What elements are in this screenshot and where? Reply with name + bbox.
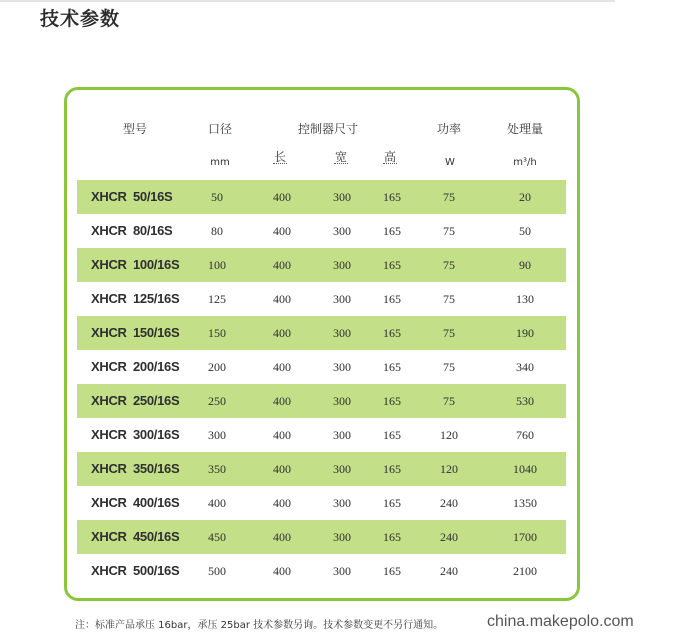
table-row	[77, 384, 566, 418]
row-height: 165	[383, 496, 401, 510]
row-bore: 200	[208, 360, 226, 374]
row-width: 300	[333, 258, 351, 272]
row-series: XHCR	[91, 495, 127, 510]
row-power: 240	[440, 496, 458, 510]
row-bore: 350	[208, 462, 226, 476]
row-height: 165	[383, 530, 401, 544]
row-capacity: 130	[516, 292, 534, 306]
row-length: 400	[273, 428, 291, 442]
table-row	[77, 350, 566, 384]
row-model: 200/16S	[133, 359, 180, 374]
row-width: 300	[333, 564, 351, 578]
header-capacity: 处理量	[506, 122, 543, 136]
row-height: 165	[383, 428, 401, 442]
row-power: 120	[440, 428, 458, 442]
row-model: 500/16S	[133, 563, 180, 578]
row-model: 450/16S	[133, 529, 180, 544]
row-capacity: 2100	[513, 564, 537, 578]
header-bore: 口径	[207, 122, 232, 136]
row-width: 300	[333, 496, 351, 510]
row-width: 300	[333, 530, 351, 544]
table-row	[77, 214, 566, 248]
row-bore: 50	[211, 190, 223, 204]
row-power: 240	[440, 564, 458, 578]
row-width: 300	[333, 394, 351, 408]
row-capacity: 1350	[513, 496, 537, 510]
row-bore: 500	[208, 564, 226, 578]
row-bore: 400	[208, 496, 226, 510]
unit-width: 宽	[334, 150, 347, 164]
row-length: 400	[273, 292, 291, 306]
row-capacity: 190	[516, 326, 534, 340]
row-series: XHCR	[91, 359, 127, 374]
row-power: 75	[443, 326, 455, 340]
row-width: 300	[333, 292, 351, 306]
table-row	[77, 248, 566, 282]
table-row	[77, 282, 566, 316]
row-power: 120	[440, 462, 458, 476]
row-height: 165	[383, 190, 401, 204]
row-height: 165	[383, 462, 401, 476]
row-bore: 250	[208, 394, 226, 408]
row-bore: 150	[208, 326, 226, 340]
row-width: 300	[333, 462, 351, 476]
row-width: 300	[333, 224, 351, 238]
row-capacity: 50	[519, 224, 531, 238]
row-width: 300	[333, 190, 351, 204]
row-width: 300	[333, 326, 351, 340]
row-capacity: 20	[519, 190, 531, 204]
row-height: 165	[383, 326, 401, 340]
row-model: 300/16S	[133, 427, 180, 442]
row-length: 400	[273, 326, 291, 340]
row-bore: 125	[208, 292, 226, 306]
row-length: 400	[273, 496, 291, 510]
table-row	[77, 554, 566, 588]
row-width: 300	[333, 428, 351, 442]
header-power: 功率	[436, 122, 461, 136]
row-capacity: 340	[516, 360, 534, 374]
page-title: 技术参数	[40, 8, 121, 30]
row-series: XHCR	[91, 461, 127, 476]
row-bore: 450	[208, 530, 226, 544]
row-height: 165	[383, 258, 401, 272]
row-series: XHCR	[91, 427, 127, 442]
row-height: 165	[383, 292, 401, 306]
row-bore: 300	[208, 428, 226, 442]
row-height: 165	[383, 394, 401, 408]
unit-height: 高	[383, 150, 396, 164]
table-row	[77, 452, 566, 486]
row-length: 400	[273, 394, 291, 408]
row-model: 100/16S	[133, 257, 180, 272]
row-length: 400	[273, 462, 291, 476]
row-power: 75	[443, 394, 455, 408]
row-power: 240	[440, 530, 458, 544]
header-model: 型号	[122, 122, 147, 136]
row-series: XHCR	[91, 529, 127, 544]
row-series: XHCR	[91, 223, 127, 238]
row-model: 400/16S	[133, 495, 180, 510]
row-power: 75	[443, 190, 455, 204]
unit-bore: mm	[210, 157, 230, 168]
row-length: 400	[273, 258, 291, 272]
watermark: china.makepolo.com	[487, 613, 634, 630]
row-height: 165	[383, 564, 401, 578]
row-height: 165	[383, 360, 401, 374]
row-capacity: 1040	[513, 462, 537, 476]
unit-capacity: m³/h	[513, 157, 537, 168]
row-bore: 80	[211, 224, 223, 238]
row-series: XHCR	[91, 291, 127, 306]
table-row	[77, 180, 566, 214]
header-controller-size: 控制器尺寸	[297, 122, 358, 136]
row-length: 400	[273, 564, 291, 578]
table-row	[77, 418, 566, 452]
title-divider	[0, 0, 615, 2]
unit-power: W	[445, 157, 455, 168]
spec-table-body	[77, 180, 566, 588]
row-power: 75	[443, 292, 455, 306]
row-length: 400	[273, 530, 291, 544]
row-height: 165	[383, 224, 401, 238]
row-series: XHCR	[91, 325, 127, 340]
row-length: 400	[273, 224, 291, 238]
row-length: 400	[273, 360, 291, 374]
row-power: 75	[443, 360, 455, 374]
row-model: 80/16S	[133, 223, 173, 238]
row-series: XHCR	[91, 257, 127, 272]
row-series: XHCR	[91, 563, 127, 578]
row-width: 300	[333, 360, 351, 374]
unit-length: 长	[273, 150, 286, 164]
row-power: 75	[443, 258, 455, 272]
row-series: XHCR	[91, 189, 127, 204]
table-row	[77, 520, 566, 554]
row-length: 400	[273, 190, 291, 204]
row-capacity: 760	[516, 428, 534, 442]
row-series: XHCR	[91, 393, 127, 408]
footnote: 注：标准产品承压 16bar，承压 25bar 技术参数另询。技术参数变更不另行通知。	[75, 620, 444, 631]
row-power: 75	[443, 224, 455, 238]
row-model: 50/16S	[133, 189, 173, 204]
row-model: 150/16S	[133, 325, 180, 340]
table-row	[77, 316, 566, 350]
table-row	[77, 486, 566, 520]
row-model: 350/16S	[133, 461, 180, 476]
row-model: 250/16S	[133, 393, 180, 408]
row-capacity: 90	[519, 258, 531, 272]
row-capacity: 530	[516, 394, 534, 408]
row-model: 125/16S	[133, 291, 180, 306]
row-bore: 100	[208, 258, 226, 272]
row-capacity: 1700	[513, 530, 537, 544]
